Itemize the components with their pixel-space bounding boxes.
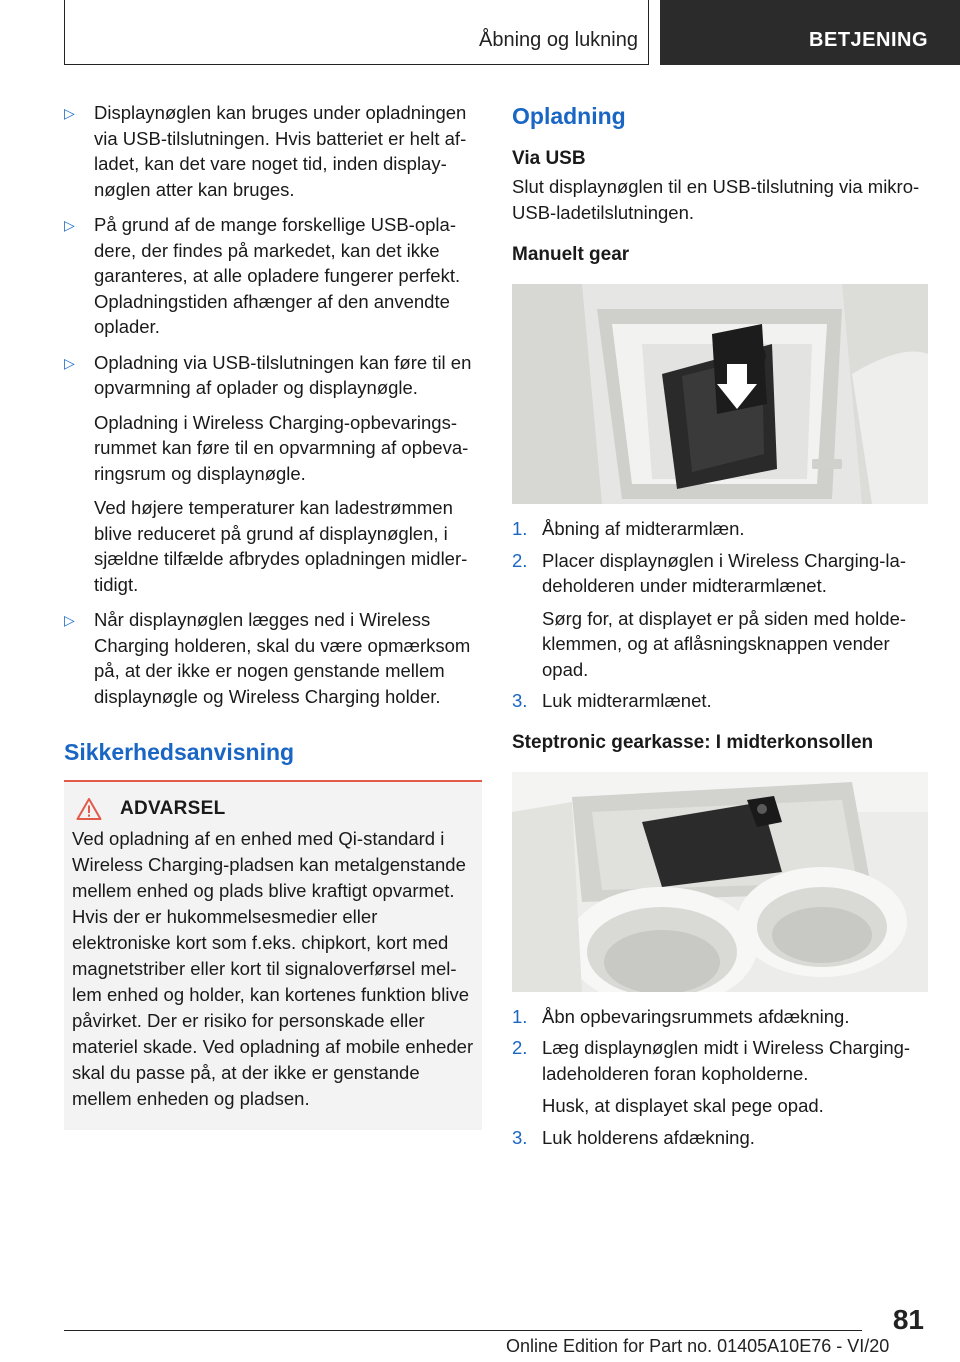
header-left-rule	[64, 0, 65, 65]
step-text: Åbn opbevaringsrummets afdækning.	[542, 1005, 850, 1027]
step-number: 2.	[512, 549, 528, 571]
bullet-text: På grund af de mange forskellige USB-opladere, der findes på markedet, kan det ikke garanteres, at alle opladere fungerer perfekt. Opladningstiden afhænger af den anvendte oplader.	[94, 214, 461, 337]
bullet-item	[64, 100, 482, 202]
bullet-marker-icon: ▷	[64, 612, 75, 628]
bullet-text: Opladning i Wireless Charging-opbevaringsrummet kan føre til en opvarmning af opbevaringsrum og displaynøgle.	[94, 411, 469, 484]
section-title: Åbning og lukning	[478, 29, 638, 51]
step-item	[512, 1125, 928, 1151]
steptronic-title: Steptronic gearkasse: I midterkonsollen	[512, 731, 874, 753]
step-text: Læg displaynøglen midt i Wireless Charging-ladeholderen foran kopholderne.	[542, 1037, 911, 1084]
warning-box	[64, 782, 482, 1130]
safety-title: Sikkerhedsanvisning	[64, 739, 295, 765]
step-number: 1.	[512, 1005, 528, 1027]
bullet-text: Når displaynøglen lægges ned i Wireless Charging holderen, skal du være opmærksom på, at der ikke er nogen genstande mellem displaynøgle og Wireless Charging holder.	[94, 609, 471, 707]
bullet-marker-icon: ▷	[64, 105, 75, 121]
step-item	[512, 548, 928, 683]
step-text: Husk, at displayet skal pege opad.	[542, 1095, 824, 1116]
console-charging-photo	[512, 772, 928, 992]
step-item	[512, 1035, 928, 1119]
armrest-charging-photo	[512, 284, 928, 504]
step-item	[512, 516, 928, 542]
bullet-marker-icon: ▷	[64, 354, 75, 371]
step-text: Luk midterarmlænet.	[542, 690, 712, 711]
step-text: Sørg for, at displayet er på siden med holdeklemmen, og at aflåsningsknappen vender opad.	[542, 607, 907, 680]
warning-title: ADVARSEL	[120, 798, 226, 819]
bullet-text: Opladning via USB-tilslutningen kan føre til en opvarmning af oplader og displaynøgle.	[94, 351, 472, 398]
manual-steps-list	[512, 516, 928, 714]
bullet-item	[64, 607, 482, 709]
header-divider	[648, 0, 649, 65]
step-text: Åbning af midterarmlæn.	[542, 518, 745, 539]
steptronic-steps-list	[512, 1004, 928, 1151]
step-text: Placer displaynøglen i Wireless Charging-ladeholderen under midterarmlænet.	[542, 549, 906, 596]
bullet-text: Displaynøglen kan bruges under opladningen via USB-tilslutningen. Hvis batteriet er helt afladet, kan det vare noget tid, inden displaynøglen atter kan bruges.	[94, 102, 467, 200]
page-number: 81	[892, 1304, 924, 1335]
step-number: 1.	[512, 518, 528, 539]
armrest-illustration	[512, 284, 928, 504]
via-usb-title: Via USB	[512, 148, 586, 169]
manual-gear-title: Manuelt gear	[512, 244, 630, 265]
bullet-item	[64, 350, 482, 598]
edition-text: Online Edition for Part no. 01405A10E76 - VI/20	[506, 1336, 890, 1356]
warning-triangle-icon	[76, 797, 102, 821]
step-number: 3.	[512, 690, 528, 711]
chapter-title: BETJENING	[809, 29, 928, 51]
step-item	[512, 688, 928, 714]
bullet-item	[64, 212, 482, 340]
chapter-tab	[660, 0, 960, 65]
warning-header	[72, 796, 474, 822]
warning-text: Ved opladning af en enhed med Qi-standard i Wireless Charging-pladsen kan metalgenstande mellem enhed og plads blive kraftigt opvarmet. Hvis der er hukommelsesmedier eller elektroniske kort som f.eks. chipkort, kort med magnetstriber eller kort til signaloverførsel mellem enhed og holder, kan kortenes funktion blive påvirket. Der er risiko for personskade eller materiel skade. Ved opladning af mobile enheder skal du passe på, at der ikke er genstande mellem enheden og pladsen.	[72, 828, 474, 1109]
step-text: Luk holderens afdækning.	[542, 1126, 755, 1148]
step-item	[512, 1004, 928, 1030]
right-column	[512, 100, 928, 1156]
console-illustration	[512, 772, 928, 992]
bullet-text: Ved højere temperaturer kan ladestrømmen blive reduceret på grund af displaynøglen, i sjældne tilfælde afbrydes opladningen midlertidigt.	[94, 497, 468, 595]
charging-title: Opladning	[512, 103, 626, 129]
left-column	[64, 100, 482, 1130]
footer-rule	[64, 1330, 862, 1331]
bullet-marker-icon: ▷	[64, 217, 75, 233]
step-number: 3.	[512, 1126, 528, 1148]
bullet-list	[64, 100, 482, 709]
header-bottom-rule	[64, 64, 648, 65]
step-number: 2.	[512, 1037, 528, 1058]
via-usb-text: Slut displaynøglen til en USB-tilslutning via mikro-USB-ladetilslutningen.	[512, 176, 920, 223]
